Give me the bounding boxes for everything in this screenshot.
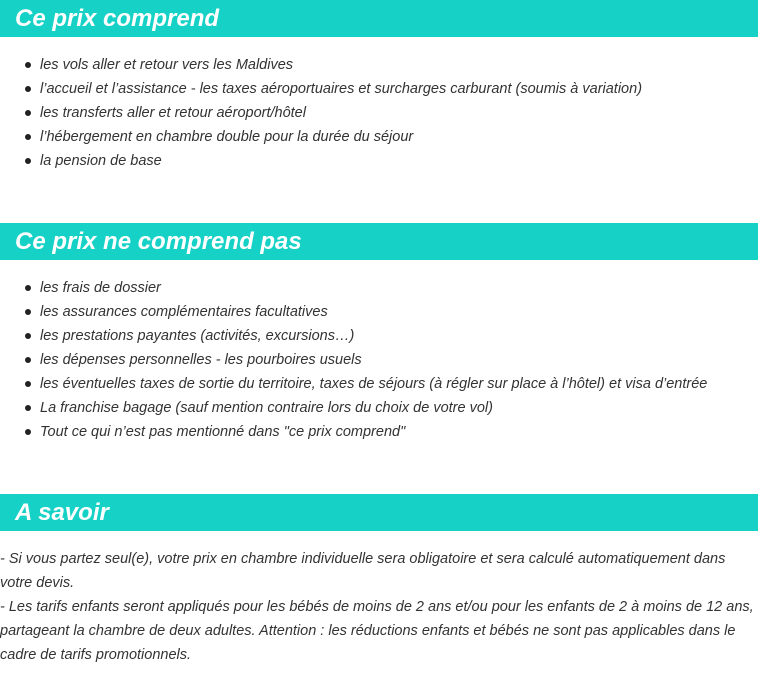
info-title: A savoir [15, 499, 109, 526]
list-item: les éventuelles taxes de sortie du territoire, taxes de séjours (à régler sur place à l’hôtel) et visa d’entrée [0, 372, 707, 396]
included-title: Ce prix comprend [15, 5, 220, 32]
excluded-list [0, 276, 707, 444]
list-item: les prestations payantes (activités, excursions…) [0, 324, 707, 348]
excluded-header [0, 223, 758, 260]
bullet-icon [25, 357, 31, 363]
list-item: la pension de base [0, 149, 642, 173]
bullet-icon [25, 158, 31, 164]
list-item: les vols aller et retour vers les Maldives [0, 53, 642, 77]
info-paragraph: - Si vous partez seul(e), votre prix en chambre individuelle sera obligatoire et sera calculé automatiquement dans votre devis. [0, 551, 726, 591]
bullet-icon [25, 86, 31, 92]
bullet-icon [25, 405, 31, 411]
bullet-icon [25, 381, 31, 387]
bullet-icon [25, 134, 31, 140]
bullet-icon [25, 110, 31, 116]
bullet-icon [25, 285, 31, 291]
list-item: l’accueil et l’assistance - les taxes aéroportuaires et surcharges carburant (soumis à variation) [0, 77, 642, 101]
list-item: La franchise bagage (sauf mention contraire lors du choix de votre vol) [0, 396, 707, 420]
list-item: l’hébergement en chambre double pour la durée du séjour [0, 125, 642, 149]
bullet-icon [25, 309, 31, 315]
list-item: les dépenses personnelles - les pourboires usuels [0, 348, 707, 372]
list-item: les assurances complémentaires facultatives [0, 300, 707, 324]
bullet-icon [25, 62, 31, 68]
included-header [0, 0, 758, 37]
list-item: les transferts aller et retour aéroport/hôtel [0, 101, 642, 125]
bullet-icon [25, 429, 31, 435]
info-paragraph: - Les tarifs enfants seront appliqués pour les bébés de moins de 2 ans et/ou pour les enfants de 2 à moins de 12 ans, partageant la chambre de deux adultes. Attention : les réductions enfants et bébés ne sont pas applicables dans le cadre de tarifs promotionnels. [0, 599, 754, 663]
bullet-icon [25, 333, 31, 339]
excluded-title: Ce prix ne comprend pas [15, 228, 302, 255]
included-list [0, 53, 642, 173]
list-item: Tout ce qui n’est pas mentionné dans "ce prix comprend" [0, 420, 707, 444]
info-header [0, 494, 758, 531]
info-text [0, 547, 758, 667]
list-item: les frais de dossier [0, 276, 707, 300]
